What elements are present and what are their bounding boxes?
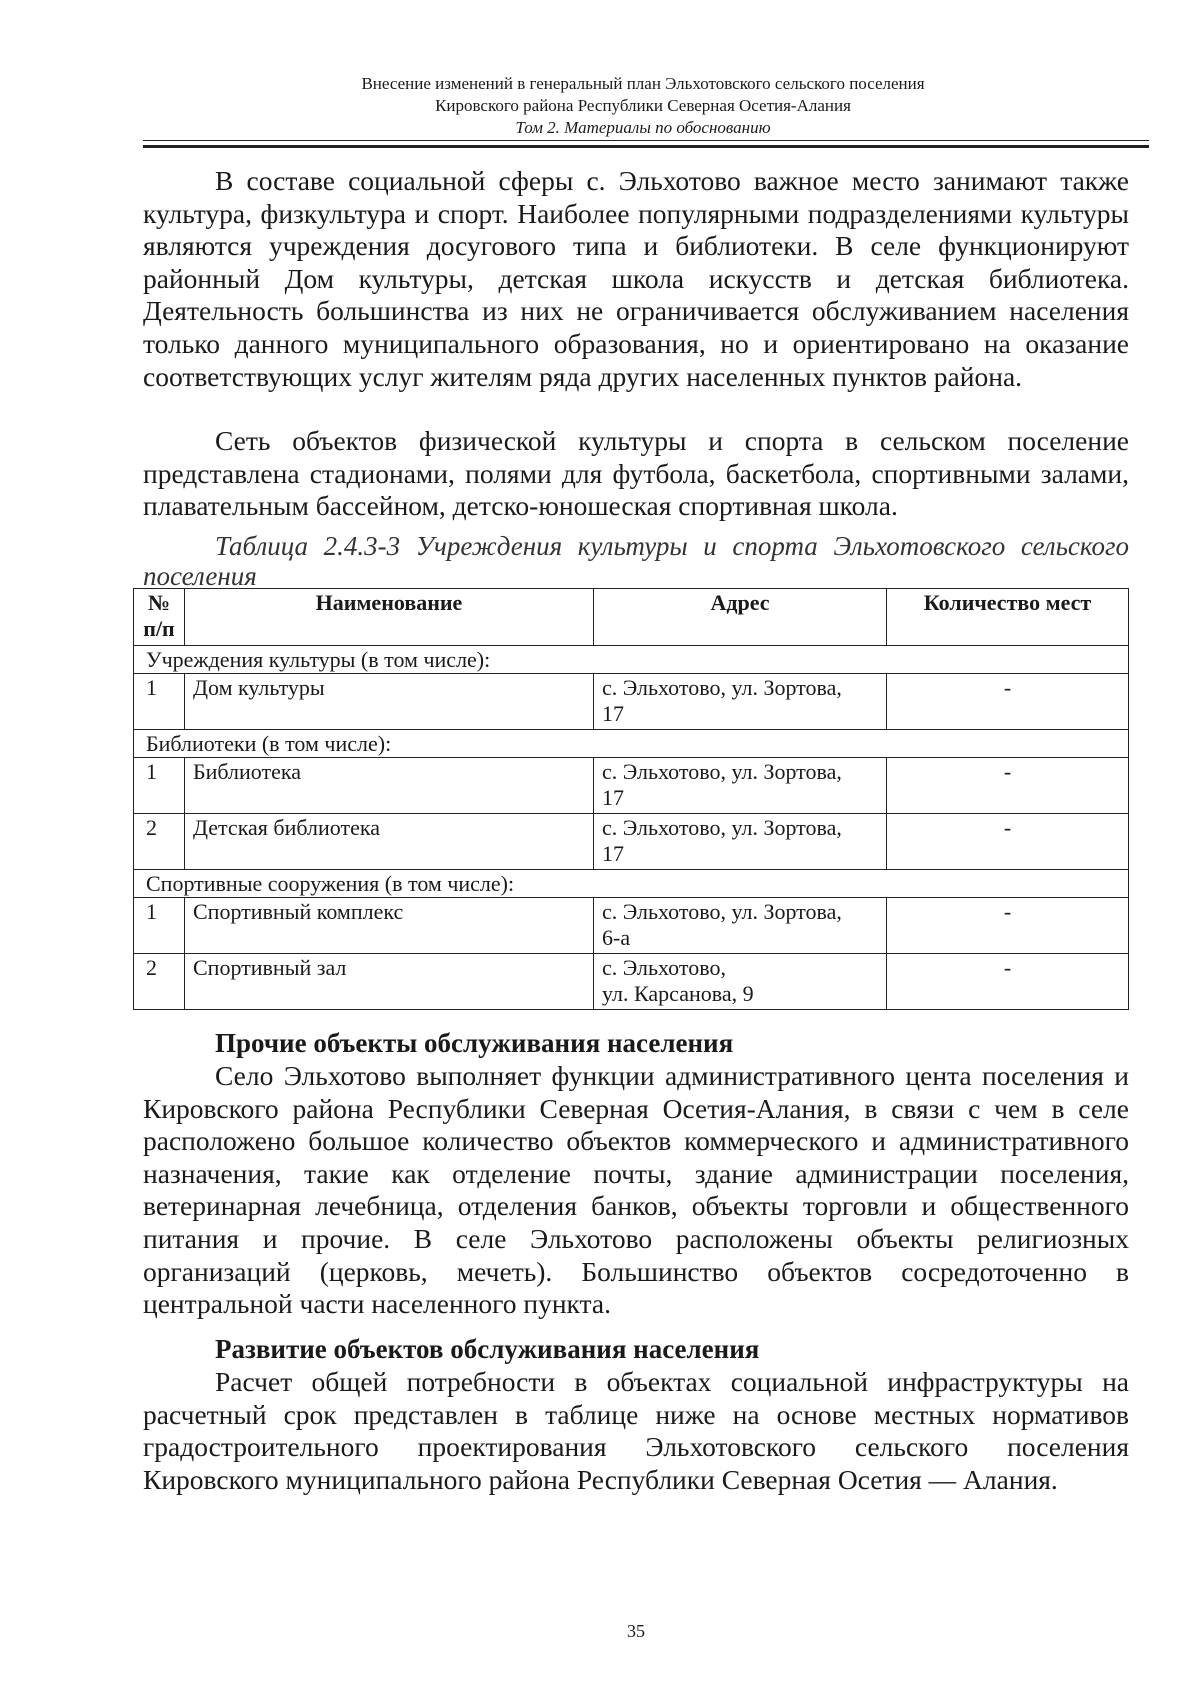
table-group-culture: Учреждения культуры (в том числе):	[134, 646, 1129, 674]
address-line: 17	[602, 785, 624, 810]
cell-number: 1	[134, 758, 185, 814]
table-row	[134, 814, 1129, 870]
section-heading-development: Развитие объектов обслуживания населения	[215, 1334, 760, 1364]
cell-address	[594, 758, 887, 814]
running-header-line-2: Кировского района Республики Северная Осетия-Алания	[435, 96, 851, 115]
cell-capacity: -	[887, 814, 1129, 870]
address-line: с. Эльхотово, ул. Зортова,	[602, 815, 842, 840]
table-group-sports: Спортивные сооружения (в том числе):	[134, 870, 1129, 898]
cell-capacity: -	[887, 898, 1129, 954]
cell-number: 1	[134, 898, 185, 954]
cell-name: Спортивный зал	[185, 954, 594, 1010]
table-caption	[143, 531, 1129, 591]
column-header-address: Адрес	[594, 589, 887, 646]
address-line: 17	[602, 701, 624, 726]
column-header-name: Наименование	[185, 589, 594, 646]
table-row	[134, 674, 1129, 730]
cell-capacity: -	[887, 758, 1129, 814]
paragraph-development	[143, 1366, 1129, 1496]
table-caption-text: Таблица 2.4.3-3 Учреждения культуры и спорта Эльхотовского сельского поселения	[143, 531, 1129, 591]
cell-address	[594, 898, 887, 954]
address-line: ул. Карсанова, 9	[602, 981, 754, 1006]
cell-capacity: -	[887, 954, 1129, 1010]
header-rule-thin	[143, 140, 1149, 141]
address-line: с. Эльхотово, ул. Зортова,	[602, 759, 842, 784]
table-group-libraries: Библиотеки (в том числе):	[134, 730, 1129, 758]
address-line: 6-а	[602, 925, 631, 950]
address-line: с. Эльхотово, ул. Зортова,	[602, 675, 842, 700]
address-line: с. Эльхотово,	[602, 955, 726, 980]
cell-name: Детская библиотека	[185, 814, 594, 870]
page-number: 35	[627, 1621, 645, 1641]
section-heading-other-services: Прочие объекты обслуживания населения	[215, 1028, 734, 1058]
paragraph-culture	[143, 165, 1129, 393]
paragraph-other-services	[143, 1060, 1129, 1321]
table-row	[134, 758, 1129, 814]
paragraph-other-services-text: Село Эльхотово выполняет функции административного цента поселения и Кировского района Республики Северная Осетия-Алания, в связи с чем в селе расположено большое количество объектов коммерческого и административного назначения, такие как отделение почты, здание администрации поселения, ветеринарная лечебница, отделения банков, объекты торговли и общественного питания и прочие. В селе Эльхотово расположены объекты религиозных организаций (церковь, мечеть). Большинство объектов сосредоточенно в центральной части населенного пункта.	[143, 1060, 1129, 1320]
address-line: 17	[602, 841, 624, 866]
cell-name: Дом культуры	[185, 674, 594, 730]
running-header-line-1: Внесение изменений в генеральный план Эльхотовского сельского поселения	[361, 74, 925, 93]
header-rule-thick	[143, 145, 1149, 148]
paragraph-sport	[143, 425, 1129, 523]
cell-name: Библиотека	[185, 758, 594, 814]
cell-address	[594, 814, 887, 870]
column-header-number: № п/п	[134, 589, 185, 646]
running-header-line-3: Том 2. Материалы по обоснованию	[515, 118, 771, 137]
cell-number: 2	[134, 954, 185, 1010]
cell-address	[594, 674, 887, 730]
cell-number: 1	[134, 674, 185, 730]
table-row	[134, 898, 1129, 954]
address-line: с. Эльхотово, ул. Зортова,	[602, 899, 842, 924]
cell-address	[594, 954, 887, 1010]
paragraph-culture-text: В составе социальной сферы с. Эльхотово важное место занимают также культура, физкультура и спорт. Наиболее популярными подразделениями культуры являются учреждения досугового типа и библиотеки. В селе функционируют районный Дом культуры, детская школа искусств и детская библиотека. Деятельность большинства из них не ограничивается обслуживанием населения только данного муниципального образования, но и ориентировано на оказание соответствующих услуг жителям ряда других населенных пунктов района.	[143, 165, 1129, 392]
cell-name: Спортивный комплекс	[185, 898, 594, 954]
column-header-capacity: Количество мест	[887, 589, 1129, 646]
cell-capacity: -	[887, 674, 1129, 730]
table-row	[134, 954, 1129, 1010]
cell-number: 2	[134, 814, 185, 870]
institutions-table	[133, 588, 1129, 1010]
paragraph-sport-text: Сеть объектов физической культуры и спорта в сельском поселение представлена стадионами, полями для футбола, баскетбола, спортивными залами, плавательным бассейном, детско-юношеская спортивная школа.	[143, 425, 1129, 522]
paragraph-development-text: Расчет общей потребности в объектах социальной инфраструктуры на расчетный срок представлен в таблице ниже на основе местных нормативов градостроительного проектирования Эльхотовского сельского поселения Кировского муниципального района Республики Северная Осетия — Алания.	[143, 1366, 1129, 1495]
